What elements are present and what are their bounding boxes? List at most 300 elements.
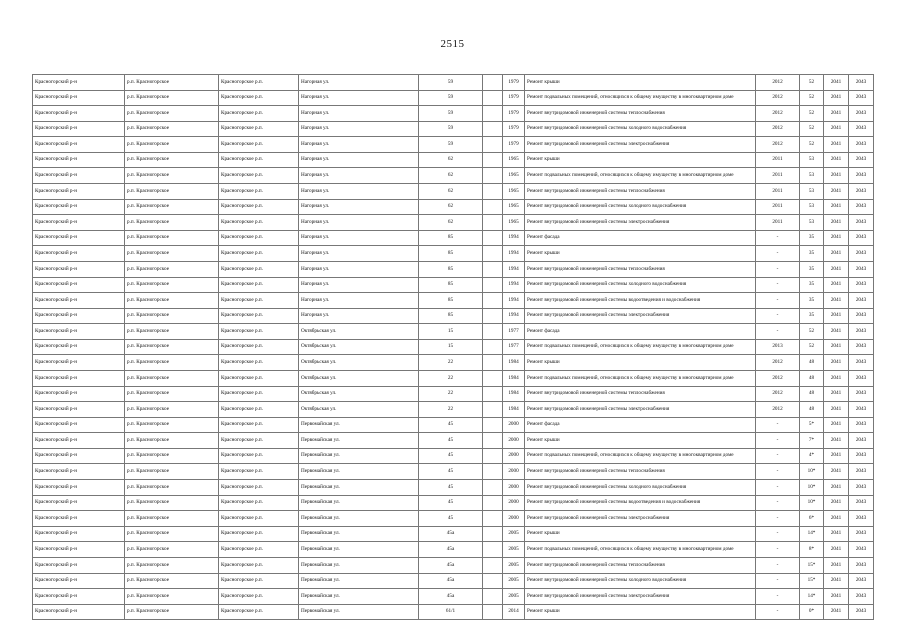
street-cell: Октябрьская ул. — [299, 355, 419, 371]
last-repair-year-cell: - — [756, 573, 800, 589]
blank-cell — [483, 230, 503, 246]
start-year-cell: 2041 — [824, 324, 849, 340]
work-type-cell: Ремонт внутридомовой инженерной системы электроснабжения — [525, 215, 756, 231]
table-row — [33, 589, 874, 605]
blank-cell — [483, 215, 503, 231]
last-repair-year-cell: 2012 — [756, 121, 800, 137]
build-year-cell: 1994 — [503, 261, 525, 277]
blank-cell — [483, 75, 503, 91]
blank-cell — [483, 355, 503, 371]
street-cell: Нагорная ул. — [299, 137, 419, 153]
build-year-cell: 1984 — [503, 402, 525, 418]
end-year-cell: 2043 — [849, 121, 874, 137]
last-repair-year-cell: 2012 — [756, 386, 800, 402]
end-year-cell: 2043 — [849, 370, 874, 386]
district-cell: Красногорский р-н — [33, 604, 125, 620]
street-cell: Нагорная ул. — [299, 230, 419, 246]
end-year-cell: 2043 — [849, 402, 874, 418]
work-type-cell: Ремонт внутридомовой инженерной системы электроснабжения — [525, 589, 756, 605]
district-cell: Красногорский р-н — [33, 199, 125, 215]
work-type-cell: Ремонт крыши — [525, 75, 756, 91]
district-cell: Красногорский р-н — [33, 75, 125, 91]
municipality-cell: Красногорское р.п. — [219, 370, 299, 386]
build-year-cell: 1965 — [503, 199, 525, 215]
wear-cell: 52 — [800, 339, 824, 355]
wear-cell: 52 — [800, 75, 824, 91]
district-cell: Красногорский р-н — [33, 308, 125, 324]
blank-cell — [483, 293, 503, 309]
table-row — [33, 215, 874, 231]
start-year-cell: 2041 — [824, 589, 849, 605]
house-number-cell: 22 — [419, 386, 483, 402]
municipality-cell: Красногорское р.п. — [219, 199, 299, 215]
table-row — [33, 604, 874, 620]
district-cell: Красногорский р-н — [33, 215, 125, 231]
work-type-cell: Ремонт внутридомовой инженерной системы электроснабжения — [525, 137, 756, 153]
district-cell: Красногорский р-н — [33, 230, 125, 246]
district-cell: Красногорский р-н — [33, 106, 125, 122]
settlement-cell: р.п. Красногорское — [125, 293, 219, 309]
settlement-cell: р.п. Красногорское — [125, 589, 219, 605]
blank-cell — [483, 480, 503, 496]
table-row — [33, 433, 874, 449]
work-type-cell: Ремонт внутридомовой инженерной системы электроснабжения — [525, 308, 756, 324]
municipality-cell: Красногорское р.п. — [219, 121, 299, 137]
build-year-cell: 2000 — [503, 464, 525, 480]
blank-cell — [483, 402, 503, 418]
build-year-cell: 1977 — [503, 339, 525, 355]
end-year-cell: 2043 — [849, 293, 874, 309]
house-number-cell: 45а — [419, 542, 483, 558]
district-cell: Красногорский р-н — [33, 355, 125, 371]
last-repair-year-cell: 2011 — [756, 184, 800, 200]
house-number-cell: 62 — [419, 168, 483, 184]
street-cell: Нагорная ул. — [299, 106, 419, 122]
blank-cell — [483, 464, 503, 480]
district-cell: Красногорский р-н — [33, 386, 125, 402]
settlement-cell: р.п. Красногорское — [125, 75, 219, 91]
blank-cell — [483, 152, 503, 168]
last-repair-year-cell: - — [756, 433, 800, 449]
district-cell: Красногорский р-н — [33, 184, 125, 200]
wear-cell: 53 — [800, 168, 824, 184]
last-repair-year-cell: 2012 — [756, 370, 800, 386]
municipality-cell: Красногорское р.п. — [219, 324, 299, 340]
end-year-cell: 2043 — [849, 433, 874, 449]
start-year-cell: 2041 — [824, 573, 849, 589]
end-year-cell: 2043 — [849, 495, 874, 511]
municipality-cell: Красногорское р.п. — [219, 215, 299, 231]
work-type-cell: Ремонт внутридомовой инженерной системы теплоснабжения — [525, 464, 756, 480]
house-number-cell: 59 — [419, 75, 483, 91]
district-cell: Красногорский р-н — [33, 168, 125, 184]
work-type-cell: Ремонт крыши — [525, 433, 756, 449]
build-year-cell: 1979 — [503, 90, 525, 106]
build-year-cell: 1979 — [503, 106, 525, 122]
table-row — [33, 573, 874, 589]
district-cell: Красногорский р-н — [33, 511, 125, 527]
settlement-cell: р.п. Красногорское — [125, 137, 219, 153]
street-cell: Первомайская ул. — [299, 464, 419, 480]
street-cell: Нагорная ул. — [299, 277, 419, 293]
settlement-cell: р.п. Красногорское — [125, 121, 219, 137]
table-row — [33, 152, 874, 168]
municipality-cell: Красногорское р.п. — [219, 526, 299, 542]
last-repair-year-cell: - — [756, 417, 800, 433]
end-year-cell: 2043 — [849, 246, 874, 262]
build-year-cell: 1965 — [503, 168, 525, 184]
table-row — [33, 557, 874, 573]
wear-cell: 35 — [800, 230, 824, 246]
wear-cell: 5* — [800, 417, 824, 433]
blank-cell — [483, 90, 503, 106]
district-cell: Красногорский р-н — [33, 433, 125, 449]
work-type-cell: Ремонт подвальных помещений, относящихся к общему имуществу в многоквартирном доме — [525, 448, 756, 464]
work-type-cell: Ремонт крыши — [525, 246, 756, 262]
start-year-cell: 2041 — [824, 480, 849, 496]
work-type-cell: Ремонт внутридомовой инженерной системы холодного водоснабжения — [525, 277, 756, 293]
house-number-cell: 85 — [419, 230, 483, 246]
wear-cell: 52 — [800, 106, 824, 122]
table-row — [33, 277, 874, 293]
build-year-cell: 2005 — [503, 573, 525, 589]
district-cell: Красногорский р-н — [33, 402, 125, 418]
house-number-cell: 45 — [419, 448, 483, 464]
table-row — [33, 90, 874, 106]
blank-cell — [483, 308, 503, 324]
house-number-cell: 22 — [419, 370, 483, 386]
street-cell: Первомайская ул. — [299, 417, 419, 433]
house-number-cell: 45 — [419, 464, 483, 480]
blank-cell — [483, 557, 503, 573]
street-cell: Нагорная ул. — [299, 168, 419, 184]
settlement-cell: р.п. Красногорское — [125, 106, 219, 122]
work-type-cell: Ремонт крыши — [525, 604, 756, 620]
end-year-cell: 2043 — [849, 168, 874, 184]
end-year-cell: 2043 — [849, 589, 874, 605]
blank-cell — [483, 542, 503, 558]
house-number-cell: 59 — [419, 90, 483, 106]
last-repair-year-cell: - — [756, 604, 800, 620]
house-number-cell: 85 — [419, 261, 483, 277]
end-year-cell: 2043 — [849, 199, 874, 215]
start-year-cell: 2041 — [824, 339, 849, 355]
district-cell: Красногорский р-н — [33, 137, 125, 153]
municipality-cell: Красногорское р.п. — [219, 511, 299, 527]
blank-cell — [483, 589, 503, 605]
settlement-cell: р.п. Красногорское — [125, 261, 219, 277]
build-year-cell: 1965 — [503, 184, 525, 200]
work-type-cell: Ремонт внутридомовой инженерной системы теплоснабжения — [525, 557, 756, 573]
municipality-cell: Красногорское р.п. — [219, 75, 299, 91]
last-repair-year-cell: 2012 — [756, 355, 800, 371]
last-repair-year-cell: - — [756, 246, 800, 262]
street-cell: Нагорная ул. — [299, 199, 419, 215]
house-number-cell: 61/1 — [419, 604, 483, 620]
street-cell: Нагорная ул. — [299, 308, 419, 324]
house-number-cell: 22 — [419, 402, 483, 418]
build-year-cell: 2000 — [503, 511, 525, 527]
settlement-cell: р.п. Красногорское — [125, 573, 219, 589]
wear-cell: 0* — [800, 604, 824, 620]
settlement-cell: р.п. Красногорское — [125, 464, 219, 480]
work-type-cell: Ремонт внутридомовой инженерной системы электроснабжения — [525, 402, 756, 418]
blank-cell — [483, 386, 503, 402]
municipality-cell: Красногорское р.п. — [219, 542, 299, 558]
settlement-cell: р.п. Красногорское — [125, 495, 219, 511]
street-cell: Нагорная ул. — [299, 121, 419, 137]
district-cell: Красногорский р-н — [33, 573, 125, 589]
settlement-cell: р.п. Красногорское — [125, 168, 219, 184]
page-number: 2515 — [440, 38, 465, 50]
street-cell: Нагорная ул. — [299, 261, 419, 277]
start-year-cell: 2041 — [824, 90, 849, 106]
wear-cell: 53 — [800, 199, 824, 215]
house-number-cell: 62 — [419, 215, 483, 231]
last-repair-year-cell: - — [756, 480, 800, 496]
end-year-cell: 2043 — [849, 230, 874, 246]
table-row — [33, 370, 874, 386]
blank-cell — [483, 261, 503, 277]
start-year-cell: 2041 — [824, 511, 849, 527]
build-year-cell: 2000 — [503, 495, 525, 511]
wear-cell: 52 — [800, 121, 824, 137]
end-year-cell: 2043 — [849, 215, 874, 231]
street-cell: Первомайская ул. — [299, 448, 419, 464]
settlement-cell: р.п. Красногорское — [125, 324, 219, 340]
work-type-cell: Ремонт внутридомовой инженерной системы холодного водоснабжения — [525, 480, 756, 496]
last-repair-year-cell: - — [756, 261, 800, 277]
blank-cell — [483, 417, 503, 433]
build-year-cell: 1984 — [503, 386, 525, 402]
settlement-cell: р.п. Красногорское — [125, 90, 219, 106]
work-type-cell: Ремонт внутридомовой инженерной системы холодного водоснабжения — [525, 121, 756, 137]
wear-cell: 7* — [800, 433, 824, 449]
settlement-cell: р.п. Красногорское — [125, 417, 219, 433]
last-repair-year-cell: - — [756, 324, 800, 340]
last-repair-year-cell: - — [756, 495, 800, 511]
last-repair-year-cell: - — [756, 448, 800, 464]
street-cell: Октябрьская ул. — [299, 402, 419, 418]
street-cell: Первомайская ул. — [299, 573, 419, 589]
work-type-cell: Ремонт фасада — [525, 324, 756, 340]
build-year-cell: 2000 — [503, 433, 525, 449]
district-cell: Красногорский р-н — [33, 277, 125, 293]
blank-cell — [483, 495, 503, 511]
street-cell: Октябрьская ул. — [299, 339, 419, 355]
municipality-cell: Красногорское р.п. — [219, 261, 299, 277]
municipality-cell: Красногорское р.п. — [219, 106, 299, 122]
settlement-cell: р.п. Красногорское — [125, 308, 219, 324]
last-repair-year-cell: - — [756, 557, 800, 573]
district-cell: Красногорский р-н — [33, 293, 125, 309]
build-year-cell: 2000 — [503, 417, 525, 433]
build-year-cell: 1984 — [503, 370, 525, 386]
house-number-cell: 62 — [419, 152, 483, 168]
end-year-cell: 2043 — [849, 448, 874, 464]
blank-cell — [483, 433, 503, 449]
municipality-cell: Красногорское р.п. — [219, 184, 299, 200]
district-cell: Красногорский р-н — [33, 557, 125, 573]
street-cell: Нагорная ул. — [299, 90, 419, 106]
settlement-cell: р.п. Красногорское — [125, 386, 219, 402]
wear-cell: 35 — [800, 261, 824, 277]
work-type-cell: Ремонт внутридомовой инженерной системы холодного водоснабжения — [525, 199, 756, 215]
blank-cell — [483, 370, 503, 386]
wear-cell: 52 — [800, 90, 824, 106]
last-repair-year-cell: - — [756, 277, 800, 293]
last-repair-year-cell: 2011 — [756, 152, 800, 168]
wear-cell: 48 — [800, 402, 824, 418]
build-year-cell: 1994 — [503, 277, 525, 293]
work-type-cell: Ремонт внутридомовой инженерной системы электроснабжения — [525, 511, 756, 527]
work-type-cell: Ремонт подвальных помещений, относящихся к общему имуществу в многоквартирном доме — [525, 370, 756, 386]
blank-cell — [483, 121, 503, 137]
municipality-cell: Красногорское р.п. — [219, 168, 299, 184]
start-year-cell: 2041 — [824, 370, 849, 386]
start-year-cell: 2041 — [824, 495, 849, 511]
work-type-cell: Ремонт подвальных помещений, относящихся к общему имуществу в многоквартирном доме — [525, 168, 756, 184]
district-cell: Красногорский р-н — [33, 152, 125, 168]
blank-cell — [483, 277, 503, 293]
last-repair-year-cell: 2012 — [756, 75, 800, 91]
wear-cell: 52 — [800, 324, 824, 340]
last-repair-year-cell: - — [756, 293, 800, 309]
wear-cell: 48 — [800, 370, 824, 386]
municipality-cell: Красногорское р.п. — [219, 448, 299, 464]
district-cell: Красногорский р-н — [33, 464, 125, 480]
district-cell: Красногорский р-н — [33, 589, 125, 605]
district-cell: Красногорский р-н — [33, 339, 125, 355]
wear-cell: 35 — [800, 308, 824, 324]
settlement-cell: р.п. Красногорское — [125, 604, 219, 620]
build-year-cell: 1979 — [503, 75, 525, 91]
district-cell: Красногорский р-н — [33, 526, 125, 542]
settlement-cell: р.п. Красногорское — [125, 511, 219, 527]
end-year-cell: 2043 — [849, 417, 874, 433]
district-cell: Красногорский р-н — [33, 370, 125, 386]
municipality-cell: Красногорское р.п. — [219, 589, 299, 605]
municipality-cell: Красногорское р.п. — [219, 277, 299, 293]
last-repair-year-cell: 2013 — [756, 339, 800, 355]
street-cell: Первомайская ул. — [299, 480, 419, 496]
settlement-cell: р.п. Красногорское — [125, 370, 219, 386]
blank-cell — [483, 246, 503, 262]
end-year-cell: 2043 — [849, 184, 874, 200]
end-year-cell: 2043 — [849, 542, 874, 558]
settlement-cell: р.п. Красногорское — [125, 277, 219, 293]
district-cell: Красногорский р-н — [33, 261, 125, 277]
start-year-cell: 2041 — [824, 184, 849, 200]
wear-cell: 8* — [800, 542, 824, 558]
last-repair-year-cell: - — [756, 308, 800, 324]
work-type-cell: Ремонт фасада — [525, 230, 756, 246]
house-number-cell: 45 — [419, 511, 483, 527]
municipality-cell: Красногорское р.п. — [219, 417, 299, 433]
work-type-cell: Ремонт крыши — [525, 526, 756, 542]
table-row — [33, 184, 874, 200]
house-number-cell: 15 — [419, 324, 483, 340]
last-repair-year-cell: 2012 — [756, 402, 800, 418]
last-repair-year-cell: - — [756, 542, 800, 558]
wear-cell: 48 — [800, 355, 824, 371]
start-year-cell: 2041 — [824, 215, 849, 231]
start-year-cell: 2041 — [824, 168, 849, 184]
district-cell: Красногорский р-н — [33, 324, 125, 340]
street-cell: Первомайская ул. — [299, 511, 419, 527]
work-type-cell: Ремонт внутридомовой инженерной системы холодного водоснабжения — [525, 573, 756, 589]
street-cell: Первомайская ул. — [299, 526, 419, 542]
municipality-cell: Красногорское р.п. — [219, 308, 299, 324]
start-year-cell: 2041 — [824, 199, 849, 215]
end-year-cell: 2043 — [849, 604, 874, 620]
start-year-cell: 2041 — [824, 604, 849, 620]
table-row — [33, 106, 874, 122]
settlement-cell: р.п. Красногорское — [125, 215, 219, 231]
municipality-cell: Красногорское р.п. — [219, 152, 299, 168]
work-type-cell: Ремонт внутридомовой инженерной системы теплоснабжения — [525, 184, 756, 200]
municipality-cell: Красногорское р.п. — [219, 464, 299, 480]
start-year-cell: 2041 — [824, 526, 849, 542]
table-row — [33, 448, 874, 464]
blank-cell — [483, 106, 503, 122]
street-cell: Нагорная ул. — [299, 246, 419, 262]
build-year-cell: 1994 — [503, 293, 525, 309]
street-cell: Нагорная ул. — [299, 215, 419, 231]
municipality-cell: Красногорское р.п. — [219, 230, 299, 246]
end-year-cell: 2043 — [849, 339, 874, 355]
house-number-cell: 85 — [419, 277, 483, 293]
table-row — [33, 199, 874, 215]
end-year-cell: 2043 — [849, 261, 874, 277]
table-row — [33, 464, 874, 480]
municipality-cell: Красногорское р.п. — [219, 557, 299, 573]
street-cell: Первомайская ул. — [299, 495, 419, 511]
work-type-cell: Ремонт фасада — [525, 417, 756, 433]
street-cell: Первомайская ул. — [299, 433, 419, 449]
table-row — [33, 293, 874, 309]
table-row — [33, 339, 874, 355]
end-year-cell: 2043 — [849, 511, 874, 527]
house-number-cell: 59 — [419, 121, 483, 137]
end-year-cell: 2043 — [849, 464, 874, 480]
blank-cell — [483, 168, 503, 184]
table-row — [33, 230, 874, 246]
work-type-cell: Ремонт крыши — [525, 355, 756, 371]
repair-registry-table — [32, 74, 874, 620]
end-year-cell: 2043 — [849, 75, 874, 91]
settlement-cell: р.п. Красногорское — [125, 152, 219, 168]
table-row — [33, 75, 874, 91]
wear-cell: 53 — [800, 184, 824, 200]
build-year-cell: 1977 — [503, 324, 525, 340]
house-number-cell: 45а — [419, 557, 483, 573]
build-year-cell: 2005 — [503, 542, 525, 558]
start-year-cell: 2041 — [824, 557, 849, 573]
start-year-cell: 2041 — [824, 106, 849, 122]
wear-cell: 14* — [800, 589, 824, 605]
table-row — [33, 168, 874, 184]
settlement-cell: р.п. Красногорское — [125, 557, 219, 573]
settlement-cell: р.п. Красногорское — [125, 542, 219, 558]
last-repair-year-cell: 2011 — [756, 199, 800, 215]
district-cell: Красногорский р-н — [33, 417, 125, 433]
municipality-cell: Красногорское р.п. — [219, 90, 299, 106]
work-type-cell: Ремонт подвальных помещений, относящихся к общему имуществу в многоквартирном доме — [525, 90, 756, 106]
table-body — [33, 75, 874, 620]
municipality-cell: Красногорское р.п. — [219, 433, 299, 449]
last-repair-year-cell: 2011 — [756, 215, 800, 231]
